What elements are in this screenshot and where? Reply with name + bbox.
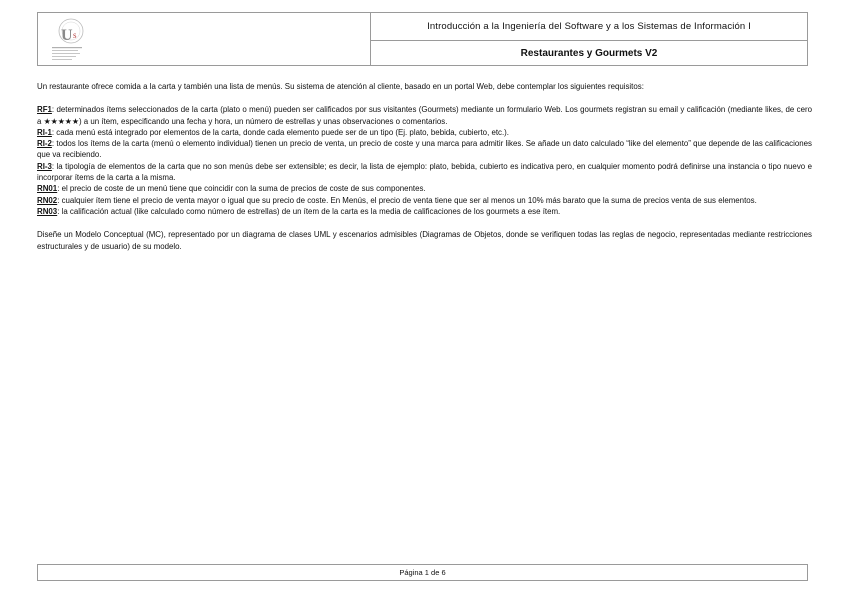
requirement-id: RI-2	[37, 139, 52, 149]
header-title-cell	[371, 13, 807, 65]
page-footer	[37, 564, 808, 581]
document-header	[37, 12, 808, 66]
svg-text:s: s	[73, 30, 77, 40]
document-body	[37, 81, 812, 252]
document-title: Restaurantes y Gourmets V2	[520, 47, 658, 59]
course-title: Introducción a la Ingeniería del Software y a los Sistemas de Información I	[371, 13, 807, 41]
intro-paragraph: Un restaurante ofrece comida a la carta y también una lista de menús. Su sistema de atención al cliente, basado en un portal Web, debe contemplar los siguientes requisitos:	[37, 82, 644, 91]
requirement-text: : la calificación actual (like calculado como número de estrellas) de un ítem de la carta es la media de calificaciones de los gourmets a ese ítem.	[57, 206, 561, 216]
requirement-id: RI-3	[37, 161, 52, 171]
requirement-text: : cada menú está integrado por elementos de la carta, donde cada elemento puede ser de un tipo (Ej. plato, bebida, cubierto, etc.).	[51, 127, 509, 137]
requirement-text: : cualquier ítem tiene el precio de venta mayor o igual que su precio de coste. En Menús, el precio de venta tiene que ser al menos un 10% más barato que la suma de precios venta de sus elementos.	[57, 195, 757, 205]
svg-text:U: U	[61, 27, 73, 44]
requirement-id: RN01	[37, 184, 58, 194]
requirement-ri3	[37, 161, 812, 184]
closing-paragraph: Diseñe un Modelo Conceptual (MC), representado por un diagrama de clases UML y escenarios admisibles (Diagramas de Objetos, donde se verifiquen todas las reglas de negocio, representadas mediante restricciones estructurales y de usuario) de su modelo.	[37, 230, 812, 251]
requirement-id: RF1	[37, 105, 52, 115]
requirement-ri2	[37, 138, 812, 161]
requirement-rn03	[37, 206, 812, 217]
requirement-text: : determinados ítems seleccionados de la carta (plato o menú) pueden ser calificados por sus visitantes (Gourmets) mediante un formulario Web. Los gourmets registran su email y calificación (mediante likes, de cero a ★★★★★) a un ítem, especificando una fecha y hora, un número de estrellas y unas observaciones o comentarios.	[37, 105, 812, 126]
requirement-id: RI-1	[37, 127, 52, 137]
requirement-rn02	[37, 195, 812, 206]
page-number: Página 1 de 6	[399, 568, 446, 577]
requirement-text: : la tipología de elementos de la carta que no son menús debe ser extensible; es decir, la lista de ejemplo: plato, bebida, cubierto es indicativa pero, en cualquier momento podrá definirse una instancia o tipo nuevo e incorporar ítems de la carta a la misma.	[37, 161, 812, 183]
requirement-text: : todos los ítems de la carta (menú o elemento individual) tienen un precio de venta, un precio de coste y una marca para admitir likes. Se añade un dato calculado “like del elemento” que depende de las calificaciones que va recibiendo.	[37, 139, 812, 160]
requirement-id: RN03	[37, 206, 58, 216]
requirement-text: : el precio de coste de un menú tiene que coincidir con la suma de precios de coste de sus componentes.	[57, 184, 426, 194]
university-logo	[49, 16, 91, 62]
header-logo-cell	[38, 13, 371, 65]
requirement-rf1	[37, 104, 812, 127]
requirement-rn01	[37, 183, 812, 194]
requirement-id: RN02	[37, 195, 58, 205]
requirement-ri1	[37, 127, 812, 138]
